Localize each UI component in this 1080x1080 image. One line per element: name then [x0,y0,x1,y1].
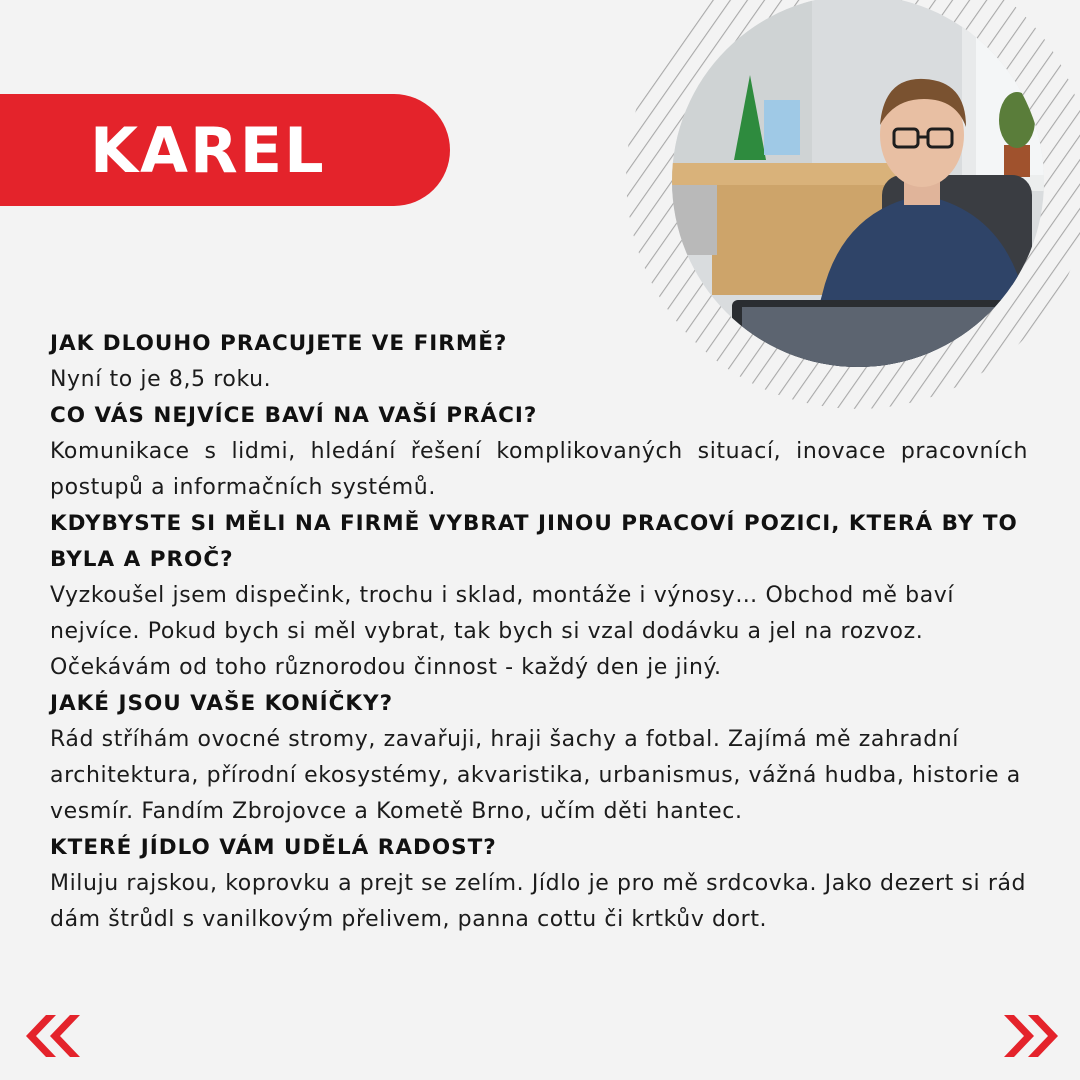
answer-4: Rád stříhám ovocné stromy, zavařuji, hraji šachy a fotbal. Zajímá mě zahradní architektura, přírodní ekosystémy, akvaristika, urbanismus, vážná hudba, historie a vesmír. Fandím Zbrojovce a Kometě Brno, učím děti hantec. [50,727,1021,824]
question-3: KDYBYSTE SI MĚLI NA FIRMĚ VYBRAT JINOU PRACOVÍ POZICI, KTERÁ BY TO BYLA A PROČ? [50,511,1018,572]
name-banner [0,94,450,206]
question-1: JAK DLOUHO PRACUJETE VE FIRMĚ? [50,331,508,356]
person-name: KAREL [90,113,326,187]
interview-content [50,326,1028,938]
portrait-photo [672,0,1044,367]
double-chevron-left-icon[interactable] [24,1015,84,1057]
answer-5: Miluju rajskou, koprovku a prejt se zelím. Jídlo je pro mě srdcovka. Jako dezert si rád dám štrůdl s vanilkovým přelivem, panna cottu či krtkův dort. [50,871,1027,932]
question-4: JAKÉ JSOU VAŠE KONÍČKY? [50,691,394,716]
double-chevron-right-icon[interactable] [1000,1015,1060,1057]
answer-1: Nyní to je 8,5 roku. [50,367,272,392]
question-2: CO VÁS NEJVÍCE BAVÍ NA VAŠÍ PRÁCI? [50,403,538,428]
answer-2: Komunikace s lidmi, hledání řešení komplikovaných situací, inovace pracovních postupů a informačních systémů. [50,439,1028,500]
question-5: KTERÉ JÍDLO VÁM UDĚLÁ RADOST? [50,835,497,860]
answer-3: Vyzkoušel jsem dispečink, trochu i sklad, montáže i výnosy… Obchod mě baví nejvíce. Pokud bych si měl vybrat, tak bych si vzal dodávku a jel na rozvoz. Očekávám od toho různorodou činnost - každý den je jiný. [50,583,955,680]
